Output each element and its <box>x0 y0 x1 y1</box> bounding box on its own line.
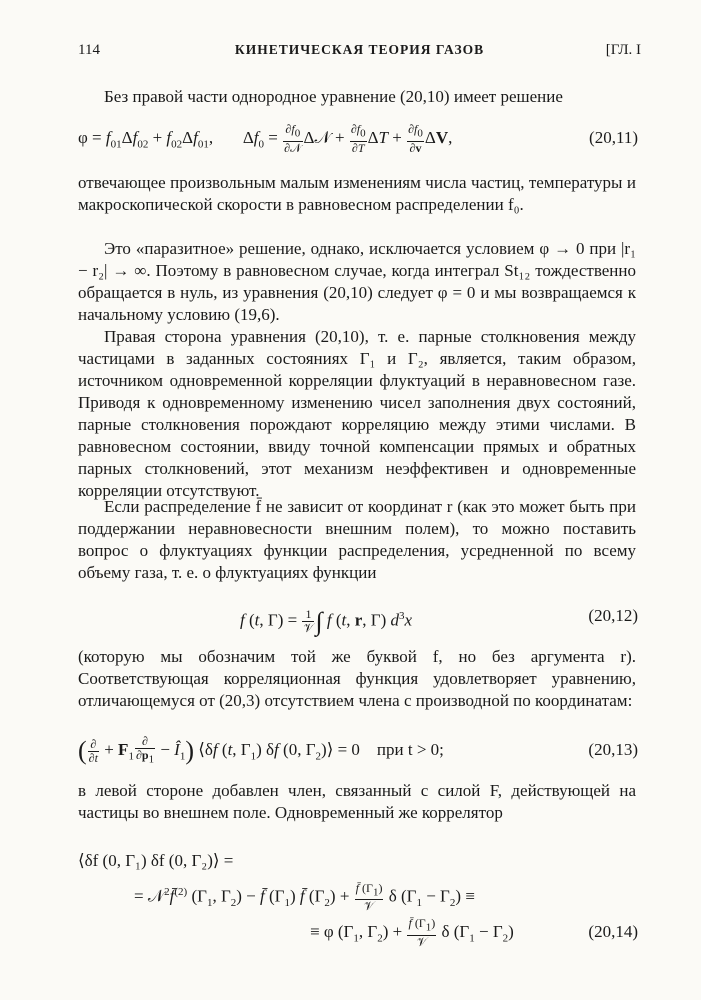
equation-label: (20,14) <box>588 922 638 941</box>
running-title: КИНЕТИЧЕСКАЯ ТЕОРИЯ ГАЗОВ <box>234 42 485 57</box>
paragraph-1: Без правой части однородное уравнение (20,10) имеет решение <box>104 87 563 106</box>
equation-20-13-body: ( $\frac{\partial}{\partial t}$ + $F_1$ $\frac{\partial}{\partial p_1}$ − $Î_1$) ⟨δf (t, $\Gamma_1$) δf (0, $\Gamma_2)⟩ = 0$ при t > 0; <box>78 734 444 766</box>
paragraph-6: (которую мы обозначим той же буквой f, но без аргумента r). Соответствующая корреляционная функция удовлетворяет уравнению, отличающемуся от (20,3) отсутствием члена с производной по координатам: <box>78 647 636 710</box>
equation-label: (20,12) <box>588 606 638 625</box>
equation-20-12-body: f (t, Γ) = $\frac{1}{\text{𝒱}}$ ∫ f (t, r, Γ) $d^3x$ <box>240 606 413 636</box>
paragraph-7: в левой стороне добавлен член, связанный с силой F, действующей на частицы во внешнем поле. Одновременный же коррелятор <box>78 781 636 822</box>
page-number: 114 <box>78 42 100 58</box>
paragraph-2: отвечающее произвольным малым изменениям числа частиц, температуры и макроскопической скорости в равновесном распределении f₀. <box>78 173 636 214</box>
paragraph-4: Правая сторона уравнения (20,10), т. е. парные столкновения между частицами в заданных состояниях Γ₁ и Γ₂, является, таким образом, источником одновременной корреляции флуктуаций в неравновесном газе. Приводя к одновременному изменению чисел заполнения двух состояний, парные столкновения порождают корреляцию между этими числами. В равновесном состоянии, ввиду точной компенсации прямых и обратных парных столкновений, этот механизм неэффективен и одновременные корреляции отсутствуют. <box>78 327 636 500</box>
equation-20-11-body: $\varphi = f_{01}\Delta f_{02} + f_{02}\Delta f_{01}$, $\Delta f_0$ = $\frac{\partial f_0}{\text{∂𝒩}}$ Δ𝒩 + $\frac{\partial f_0}{\partial T}$ ΔT + $\frac{\partial f_0}{\partial v}$ ΔV, <box>78 122 453 155</box>
equation-20-14-line-2: = 𝒩$^2$f̄$^{(2)}$ ($\Gamma_1$, $\Gamma_2$) − f̄ $(\Gamma_1)$ f̄ $(\Gamma_2)$ + $\frac{f̄ (\Gamma_1)}{\text{𝒱}}$ δ $(\Gamma_1 - \Gamma_2)$ ≡ <box>134 881 475 914</box>
equation-20-14-line-1: ⟨δf (0, Γ₁) δf (0, Γ₂)⟩ = <box>78 851 234 870</box>
equation-label: (20,13) <box>588 740 638 759</box>
chapter-marker: [ГЛ. I <box>605 42 641 58</box>
equation-20-13-condition: при t > 0; <box>376 740 444 759</box>
equation-20-13 <box>78 730 638 770</box>
equation-20-11 <box>78 120 638 156</box>
equation-label: (20,11) <box>589 128 638 147</box>
equation-20-12 <box>78 596 638 636</box>
equation-20-14-line-3: ≡ φ ($\Gamma_1$, $\Gamma_2$) + $\frac{f̄ (\Gamma_1)}{\text{𝒱}}$ δ $(\Gamma_1 - \Gamma_2)$ (20,14) <box>78 914 638 950</box>
paragraph-5: Если распределение f̄ не зависит от координат r (как это может быть при поддержании неравновесности внешним полем), то можно поставить вопрос о флуктуациях функции распределения, усредненной по всему объему газа, т. е. о флуктуациях функции <box>78 497 636 582</box>
paragraph-3: Это «паразитное» решение, однако, исключается условием φ → 0 при |r₁ − r₂| → ∞. Поэтому в равновесном случае, когда интеграл St₁₂ тождественно обращается в нуль, из уравнения (20,10) следует φ = 0 и мы возвращаемся к начальному условию (19,6). <box>78 239 636 324</box>
running-header <box>78 42 641 64</box>
